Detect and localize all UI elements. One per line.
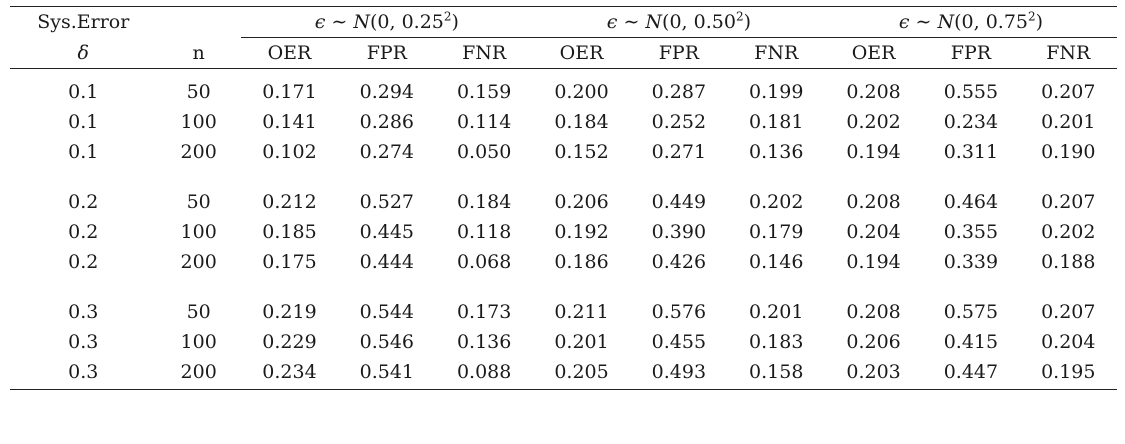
value-cell: 0.464 [943,191,999,213]
value-cell: 0.355 [943,221,999,243]
value-cell: 0.555 [943,81,999,103]
value-cell: 0.200 [554,81,609,103]
n-cell: 50 [186,301,211,323]
value-cell: 0.294 [359,81,415,103]
value-cell: 0.175 [262,251,317,273]
value-cell: 0.179 [749,221,804,243]
value-cell: 0.188 [1041,251,1096,273]
value-cell: 0.339 [943,251,999,273]
delta-cell: 0.3 [10,357,157,390]
value-cell: 0.207 [1041,191,1096,213]
value-cell: 0.183 [749,331,804,353]
delta-cell: 0.2 [68,191,99,213]
value-cell: 0.544 [359,301,415,323]
group-formula-1: ϵ ∼ N(0, 0.25$^2$) [314,9,459,33]
n-cell: 200 [180,141,217,163]
delta-cell: 0.2 [68,221,99,243]
value-cell: 0.114 [456,111,512,133]
value-cell: 0.195 [1020,357,1117,390]
group-header-3 [825,7,1117,38]
sys-error-header: Sys.Error [10,7,157,38]
value-cell: 0.287 [651,81,707,103]
value-cell: 0.173 [456,301,512,323]
header-row-metrics [10,38,1117,69]
value-cell: 0.202 [749,191,804,213]
n-cell: 200 [157,357,241,390]
n-cell: 100 [180,331,217,353]
value-cell: 0.152 [554,141,609,163]
value-cell: 0.234 [241,357,338,390]
value-cell: 0.185 [262,221,317,243]
value-cell: 0.207 [1041,301,1096,323]
n-cell: 200 [180,251,217,273]
group-header-2 [533,7,825,38]
n-cell: 50 [186,191,211,213]
value-cell: 0.088 [436,357,533,390]
value-cell: 0.206 [554,191,609,213]
delta-cell: 0.2 [68,251,99,273]
metric-header: OER [533,38,630,69]
header-row-groups [10,7,1117,38]
n-cell: 100 [180,221,217,243]
group-header-1 [241,7,533,38]
value-cell: 0.541 [338,357,435,390]
value-cell: 0.212 [262,191,317,213]
value-cell: 0.199 [749,81,804,103]
value-cell: 0.194 [846,141,901,163]
group-spacer [10,167,1117,187]
n-header: n [157,38,241,69]
delta-cell: 0.1 [68,141,99,163]
value-cell: 0.390 [651,221,707,243]
blank-header [157,7,241,38]
value-cell: 0.136 [749,141,804,163]
value-cell: 0.146 [749,251,804,273]
value-cell: 0.203 [825,357,922,390]
value-cell: 0.449 [651,191,707,213]
value-cell: 0.527 [359,191,415,213]
value-cell: 0.252 [651,111,707,133]
value-cell: 0.445 [359,221,415,243]
value-cell: 0.229 [262,331,317,353]
delta-cell: 0.1 [68,81,99,103]
table-row [10,247,1117,277]
delta-cell: 0.3 [68,331,99,353]
table-row [10,69,1117,108]
table-body [10,69,1117,390]
value-cell: 0.493 [630,357,727,390]
value-cell: 0.208 [846,81,901,103]
results-table [10,6,1117,390]
delta-cell: 0.1 [68,111,99,133]
value-cell: 0.575 [943,301,999,323]
metric-header: FNR [436,38,533,69]
value-cell: 0.202 [1041,221,1096,243]
value-cell: 0.184 [554,111,609,133]
value-cell: 0.201 [554,331,609,353]
group-formula-2: ϵ ∼ N(0, 0.50$^2$) [606,9,751,33]
value-cell: 0.219 [262,301,317,323]
group-spacer [10,277,1117,297]
value-cell: 0.201 [1041,111,1096,133]
value-cell: 0.141 [262,111,317,133]
table-row [10,187,1117,217]
value-cell: 0.206 [846,331,901,353]
value-cell: 0.190 [1041,141,1096,163]
value-cell: 0.455 [651,331,707,353]
value-cell: 0.207 [1041,81,1096,103]
value-cell: 0.186 [554,251,609,273]
value-cell: 0.181 [749,111,804,133]
value-cell: 0.204 [846,221,901,243]
value-cell: 0.234 [943,111,999,133]
value-cell: 0.068 [456,251,512,273]
value-cell: 0.415 [943,331,999,353]
value-cell: 0.271 [651,141,707,163]
value-cell: 0.208 [846,191,901,213]
value-cell: 0.426 [651,251,707,273]
value-cell: 0.576 [651,301,707,323]
n-cell: 100 [180,111,217,133]
table-row [10,297,1117,327]
value-cell: 0.204 [1041,331,1096,353]
value-cell: 0.274 [359,141,415,163]
value-cell: 0.102 [262,141,317,163]
value-cell: 0.444 [359,251,415,273]
value-cell: 0.158 [728,357,825,390]
table-row [10,357,1117,390]
value-cell: 0.184 [456,191,512,213]
metric-header: FPR [630,38,727,69]
value-cell: 0.171 [262,81,317,103]
table-row [10,327,1117,357]
value-cell: 0.211 [554,301,609,323]
metric-header: FPR [338,38,435,69]
table-row [10,107,1117,137]
results-table-container [10,6,1117,390]
metric-header: OER [825,38,922,69]
value-cell: 0.286 [359,111,415,133]
value-cell: 0.192 [554,221,609,243]
value-cell: 0.159 [456,81,512,103]
value-cell: 0.201 [749,301,804,323]
value-cell: 0.546 [359,331,415,353]
group-formula-3: ϵ ∼ N(0, 0.75$^2$) [898,9,1044,33]
value-cell: 0.311 [943,141,999,163]
value-cell: 0.208 [846,301,901,323]
delta-cell: 0.3 [68,301,99,323]
value-cell: 0.447 [922,357,1019,390]
value-cell: 0.136 [456,331,512,353]
value-cell: 0.205 [533,357,630,390]
n-cell: 50 [186,81,211,103]
metric-header: OER [241,38,338,69]
value-cell: 0.194 [846,251,901,273]
metric-header: FNR [728,38,825,69]
value-cell: 0.202 [846,111,901,133]
metric-header: FPR [922,38,1019,69]
delta-header: δ [10,38,157,69]
table-row [10,137,1117,167]
value-cell: 0.118 [456,221,512,243]
metric-header: FNR [1020,38,1117,69]
table-row [10,217,1117,247]
value-cell: 0.050 [456,141,512,163]
